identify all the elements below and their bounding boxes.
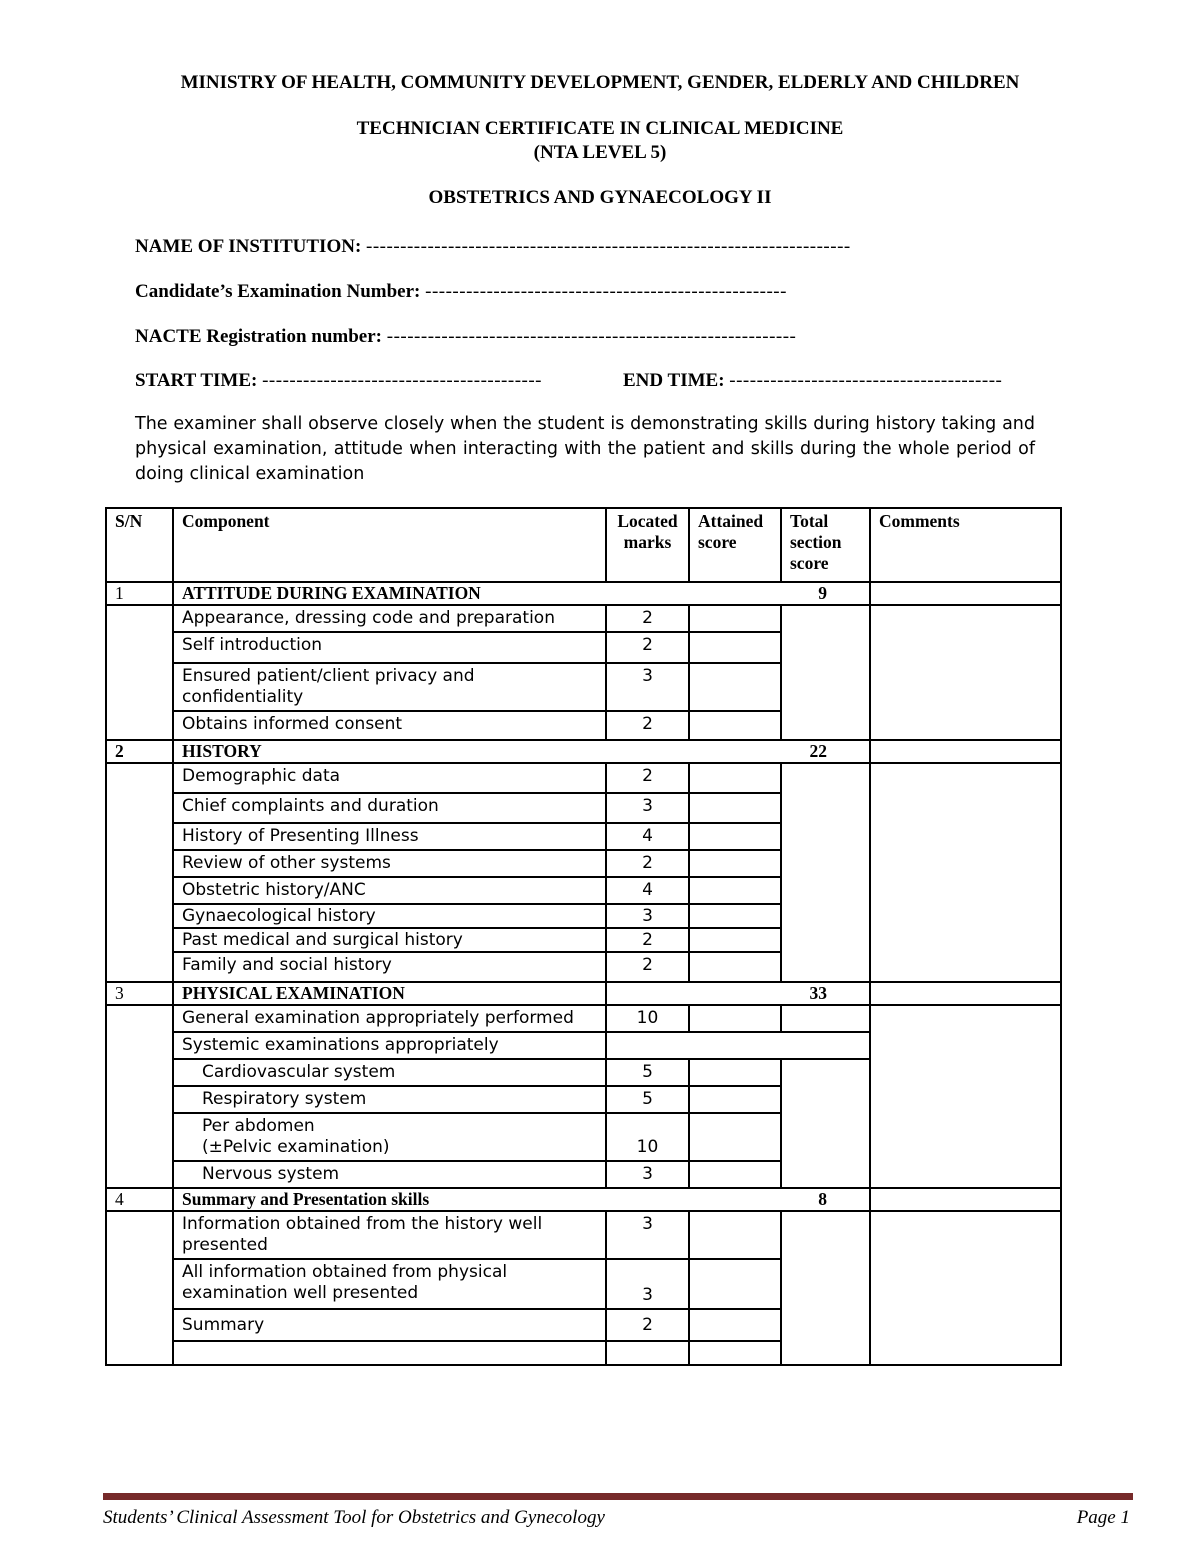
systemic-span-cell xyxy=(606,1032,870,1059)
exam-number-blank[interactable]: ----------------------------------------------------- xyxy=(425,281,787,302)
sn-cell xyxy=(106,605,173,740)
section-filler xyxy=(606,982,781,1005)
page-number: Page 1 xyxy=(1076,1507,1130,1528)
marks-cell: 3 xyxy=(606,663,689,711)
table-row xyxy=(106,1005,1061,1032)
component-cell: General examination appropriately performed xyxy=(173,1005,606,1032)
component-cell xyxy=(173,1113,606,1161)
component-cell: Systemic examinations appropriately xyxy=(173,1032,606,1059)
component-cell: All information obtained from physical examination well presented xyxy=(173,1259,606,1309)
marks-cell: 4 xyxy=(606,877,689,904)
section-total: 22 xyxy=(781,740,870,763)
header-sn: S/N xyxy=(106,508,173,582)
comments-cell[interactable] xyxy=(870,1188,1061,1211)
section-title: ATTITUDE DURING EXAMINATION xyxy=(173,582,781,605)
attained-score-cell[interactable] xyxy=(689,663,781,711)
section-title: Summary and Presentation skills xyxy=(173,1188,781,1211)
registration-blank[interactable]: ------------------------------------------------------------ xyxy=(386,326,797,347)
section-row xyxy=(106,982,1061,1005)
attained-score-cell[interactable] xyxy=(689,877,781,904)
certificate-heading: TECHNICIAN CERTIFICATE IN CLINICAL MEDICINE xyxy=(356,118,844,139)
attained-score-cell[interactable] xyxy=(689,952,781,982)
section-total: 8 xyxy=(781,1188,870,1211)
comments-cell[interactable] xyxy=(870,1211,1061,1365)
exam-number-label: Candidate’s Examination Number: xyxy=(135,281,421,302)
subject-heading: OBSTETRICS AND GYNAECOLOGY II xyxy=(428,187,772,208)
marks-cell: 2 xyxy=(606,763,689,793)
attained-score-cell[interactable] xyxy=(689,850,781,877)
component-cell: Respiratory system xyxy=(173,1086,606,1113)
attained-score-cell[interactable] xyxy=(689,793,781,823)
attained-score-cell[interactable] xyxy=(689,711,781,740)
header-attained-score: Attained score xyxy=(689,508,781,582)
pelvic-examination-label: (±Pelvic examination) xyxy=(202,1137,390,1157)
examiner-instructions: The examiner shall observe closely when the student is demonstrating skills during history taking and physical examination, attitude when interacting with the patient and skills during the whole period of doing clinical examination xyxy=(135,414,1035,484)
marks-cell: 5 xyxy=(606,1059,689,1086)
section-number: 2 xyxy=(106,740,173,763)
marks-cell: 2 xyxy=(606,632,689,663)
component-cell: Ensured patient/client privacy and confidentiality xyxy=(173,663,606,711)
section-title: HISTORY xyxy=(173,740,781,763)
header-comments: Comments xyxy=(870,508,1061,582)
component-cell: Family and social history xyxy=(173,952,606,982)
total-score-cell[interactable] xyxy=(781,763,870,982)
marks-cell: 2 xyxy=(606,952,689,982)
registration-field xyxy=(135,326,796,348)
attained-score-cell[interactable] xyxy=(689,1086,781,1113)
attained-score-cell[interactable] xyxy=(689,632,781,663)
component-cell xyxy=(173,1341,606,1365)
comments-cell[interactable] xyxy=(870,740,1061,763)
header-total-section-score: Total section score xyxy=(781,508,870,582)
table-header-row xyxy=(106,508,1061,582)
exam-number-field xyxy=(135,281,787,303)
total-score-cell[interactable] xyxy=(781,605,870,740)
component-cell: Appearance, dressing code and preparation xyxy=(173,605,606,632)
component-cell: Obstetric history/ANC xyxy=(173,877,606,904)
section-number: 3 xyxy=(106,982,173,1005)
marks-cell: 2 xyxy=(606,1309,689,1341)
total-score-cell[interactable] xyxy=(781,1059,870,1188)
marks-cell: 2 xyxy=(606,711,689,740)
attained-score-cell[interactable] xyxy=(689,928,781,952)
attained-score-cell[interactable] xyxy=(689,1259,781,1309)
attained-score-cell[interactable] xyxy=(689,1005,781,1032)
footer-title: Students’ Clinical Assessment Tool for Obstetrics and Gynecology xyxy=(103,1507,605,1528)
component-cell: Chief complaints and duration xyxy=(173,793,606,823)
sn-cell xyxy=(106,1211,173,1365)
marks-cell: 2 xyxy=(606,605,689,632)
component-cell: Review of other systems xyxy=(173,850,606,877)
component-cell: Past medical and surgical history xyxy=(173,928,606,952)
footer-divider xyxy=(103,1493,1133,1500)
attained-score-cell[interactable] xyxy=(689,1059,781,1086)
marks-cell xyxy=(606,1341,689,1365)
assessment-table xyxy=(105,507,1062,1366)
section-row xyxy=(106,740,1061,763)
table-row xyxy=(106,763,1061,793)
attained-score-cell[interactable] xyxy=(689,1211,781,1259)
end-time-blank[interactable]: ---------------------------------------- xyxy=(729,370,1003,391)
end-time-field xyxy=(623,370,1002,392)
attained-score-cell[interactable] xyxy=(689,1309,781,1341)
section-number: 1 xyxy=(106,582,173,605)
marks-cell: 3 xyxy=(606,1259,689,1309)
comments-cell[interactable] xyxy=(870,605,1061,740)
section-title: PHYSICAL EXAMINATION xyxy=(173,982,606,1005)
table-row xyxy=(106,1211,1061,1259)
component-cell: History of Presenting Illness xyxy=(173,823,606,850)
attained-score-cell[interactable] xyxy=(689,904,781,928)
attained-score-cell[interactable] xyxy=(689,1113,781,1161)
comments-cell[interactable] xyxy=(870,763,1061,982)
marks-cell: 10 xyxy=(606,1113,689,1161)
table-row xyxy=(106,605,1061,632)
comments-cell[interactable] xyxy=(870,1005,1061,1188)
section-number: 4 xyxy=(106,1188,173,1211)
component-cell: Demographic data xyxy=(173,763,606,793)
institution-label: NAME OF INSTITUTION: xyxy=(135,236,362,257)
component-cell: Gynaecological history xyxy=(173,904,606,928)
sn-cell xyxy=(106,1005,173,1188)
comments-cell[interactable] xyxy=(870,582,1061,605)
institution-field xyxy=(135,236,851,258)
marks-cell: 3 xyxy=(606,904,689,928)
start-time-field xyxy=(135,370,542,392)
attained-score-cell[interactable] xyxy=(689,1341,781,1365)
component-cell: Obtains informed consent xyxy=(173,711,606,740)
section-total: 33 xyxy=(781,982,870,1005)
marks-cell: 2 xyxy=(606,928,689,952)
component-cell: Self introduction xyxy=(173,632,606,663)
attained-score-cell[interactable] xyxy=(689,1161,781,1188)
ministry-heading: MINISTRY OF HEALTH, COMMUNITY DEVELOPMENT, GENDER, ELDERLY AND CHILDREN xyxy=(180,72,1020,93)
marks-cell: 2 xyxy=(606,850,689,877)
marks-cell: 3 xyxy=(606,1211,689,1259)
comments-cell[interactable] xyxy=(870,982,1061,1005)
attained-score-cell[interactable] xyxy=(689,605,781,632)
component-cell: Information obtained from the history well presented xyxy=(173,1211,606,1259)
registration-label: NACTE Registration number: xyxy=(135,326,382,347)
sn-cell xyxy=(106,763,173,982)
marks-cell: 5 xyxy=(606,1086,689,1113)
section-row xyxy=(106,1188,1061,1211)
per-abdomen-label: Per abdomen xyxy=(202,1116,315,1136)
header-component: Component xyxy=(173,508,606,582)
marks-cell: 4 xyxy=(606,823,689,850)
marks-cell: 3 xyxy=(606,1161,689,1188)
marks-cell: 3 xyxy=(606,793,689,823)
total-score-cell[interactable] xyxy=(781,1211,870,1365)
start-time-blank[interactable]: ----------------------------------------- xyxy=(262,370,543,391)
section-total: 9 xyxy=(781,582,870,605)
attained-score-cell[interactable] xyxy=(689,823,781,850)
institution-blank[interactable]: ----------------------------------------------------------------------- xyxy=(366,236,851,257)
marks-cell: 10 xyxy=(606,1005,689,1032)
component-cell: Summary xyxy=(173,1309,606,1341)
component-cell: Nervous system xyxy=(173,1161,606,1188)
header-located-marks: Located marks xyxy=(606,508,689,582)
attained-score-cell[interactable] xyxy=(689,763,781,793)
section-row xyxy=(106,582,1061,605)
level-heading: (NTA LEVEL 5) xyxy=(533,142,667,163)
component-cell: Cardiovascular system xyxy=(173,1059,606,1086)
end-time-label: END TIME: xyxy=(623,370,725,391)
total-score-cell[interactable] xyxy=(781,1005,870,1032)
start-time-label: START TIME: xyxy=(135,370,258,391)
